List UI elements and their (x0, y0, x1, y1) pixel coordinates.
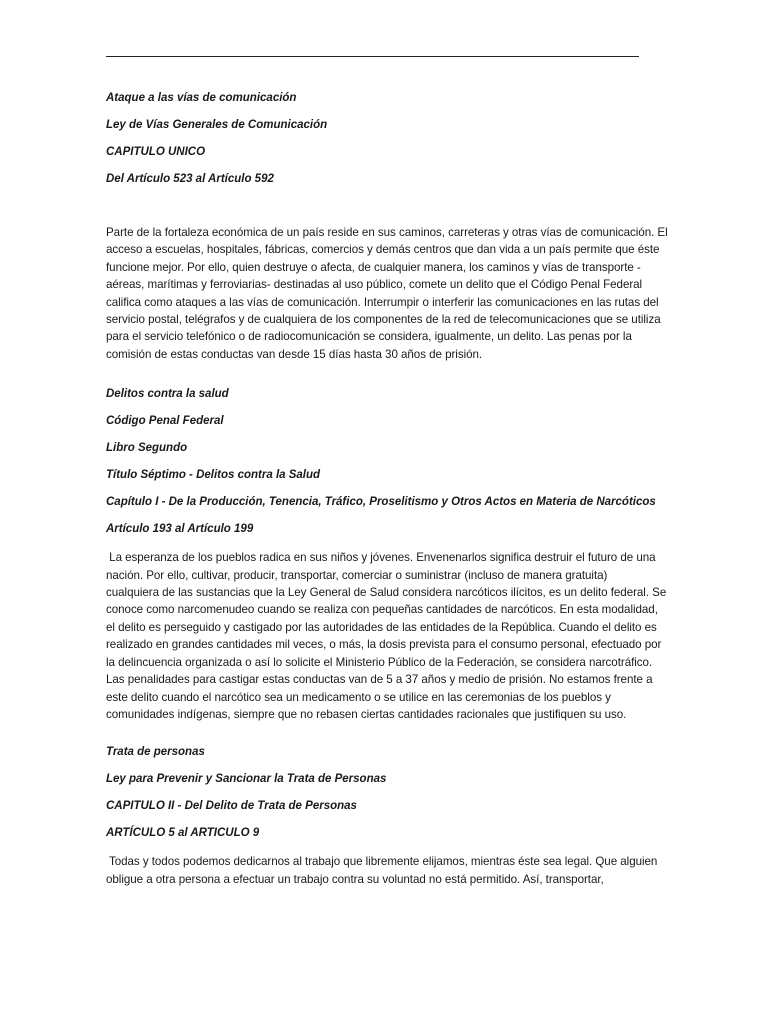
paragraph-line: servicio postal, telégrafos y de cualquiera de los componentes de la red de telecomunicaciones que se utiliza (106, 313, 661, 327)
paragraph-line: este delito cuando el narcótico sea un medicamento o se utilice en las ceremonias de los pueblos y (106, 690, 611, 704)
paragraph-line: funcione mejor. Por ello, quien destruye o afecta, de cualquier manera, los caminos y vías de transporte - (106, 260, 641, 274)
law-name: Ley de Vías Generales de Comunicación (106, 119, 328, 131)
section-trata-personas (106, 745, 666, 888)
document-page (106, 91, 666, 888)
section-ataque-vias (106, 91, 666, 363)
body-paragraph (106, 224, 666, 363)
chapter-heading: Capítulo I - De la Producción, Tenencia, Tráfico, Proselitismo y Otros Actos en Materia de Narcóticos (106, 496, 656, 509)
paragraph-line: aéreas, marítimas y ferroviarias- destinadas al uso público, comete un delito que el Código Penal Federal (106, 278, 643, 292)
section-title: Ataque a las vías de comunicación (106, 92, 297, 104)
paragraph-line: el delito es perseguido y castigado por las autoridades de las entidades de la República. Cuando el delito es (106, 620, 657, 634)
paragraph-line: para el servicio telefónico o de radiocomunicación se considera, igualmente, un delito. Las penas por la (106, 330, 632, 344)
section-title: Delitos contra la salud (106, 388, 229, 401)
book-heading: Libro Segundo (106, 442, 188, 455)
section-title: Trata de personas (106, 746, 205, 759)
chapter-heading: CAPITULO UNICO (106, 146, 206, 158)
chapter-heading: CAPITULO II - Del Delito de Trata de Personas (106, 800, 357, 813)
law-name: Código Penal Federal (106, 415, 224, 428)
article-range: ARTÍCULO 5 al ARTICULO 9 (106, 827, 260, 840)
paragraph-line: acceso a escuelas, hospitales, fábricas, comercios y demás centros que dan vida a un país permite que éste (106, 243, 660, 257)
paragraph-line: Todas y todos podemos dedicarnos al trabajo que libremente elijamos, mientras éste sea legal. Que alguien (106, 855, 658, 869)
paragraph-line: la delincuencia organizada o así lo solicite el Ministerio Público de la Federación, se considera narcotráfico. (106, 655, 653, 669)
paragraph-line: cualquiera de las sustancias que la Ley General de Salud considera narcóticos ilícitos, es un delito federal. Se (106, 586, 667, 600)
top-horizontal-rule (106, 56, 639, 57)
paragraph-line: comisión de estas conductas van desde 15 días hasta 30 años de prisión. (106, 347, 483, 361)
paragraph-line: conoce como narcomenudeo cuando se realiza con pequeñas cantidades de narcóticos. En esta modalidad, (106, 603, 658, 617)
section-delitos-salud (106, 387, 666, 723)
title-heading: Título Séptimo - Delitos contra la Salud (106, 469, 321, 482)
paragraph-line: Parte de la fortaleza económica de un país reside en sus caminos, carreteras y otras vías de comunicación. El (106, 226, 668, 239)
article-range: Artículo 193 al Artículo 199 (106, 523, 254, 536)
article-range: Del Artículo 523 al Artículo 592 (106, 173, 274, 185)
paragraph-line: La esperanza de los pueblos radica en sus niños y jóvenes. Envenenarlos significa destruir el futuro de una (106, 551, 656, 565)
paragraph-line: nación. Por ello, cultivar, producir, transportar, comerciar o suministrar (incluso de manera gratuita) (106, 568, 608, 582)
paragraph-line: Las penalidades para castigar estas conductas van de 5 a 37 años y medio de prisión. No estamos frente a (106, 673, 653, 687)
paragraph-line: realizado en grandes cantidades mil veces, o más, la dosis prevista para el consumo personal, efectuado por (106, 638, 662, 652)
law-name: Ley para Prevenir y Sancionar la Trata de Personas (106, 773, 387, 786)
paragraph-line: obligue a otra persona a efectuar un trabajo contra su voluntad no está permitido. Así, transportar, (106, 872, 604, 886)
paragraph-line: comunidades indígenas, siempre que no rebasen ciertas cantidades racionales que justifiquen su uso. (106, 707, 627, 721)
body-paragraph (106, 853, 666, 888)
body-paragraph (106, 549, 666, 723)
paragraph-line: califica como ataques a las vías de comunicación. Interrumpir o interferir las comunicaciones en las rutas del (106, 295, 659, 309)
